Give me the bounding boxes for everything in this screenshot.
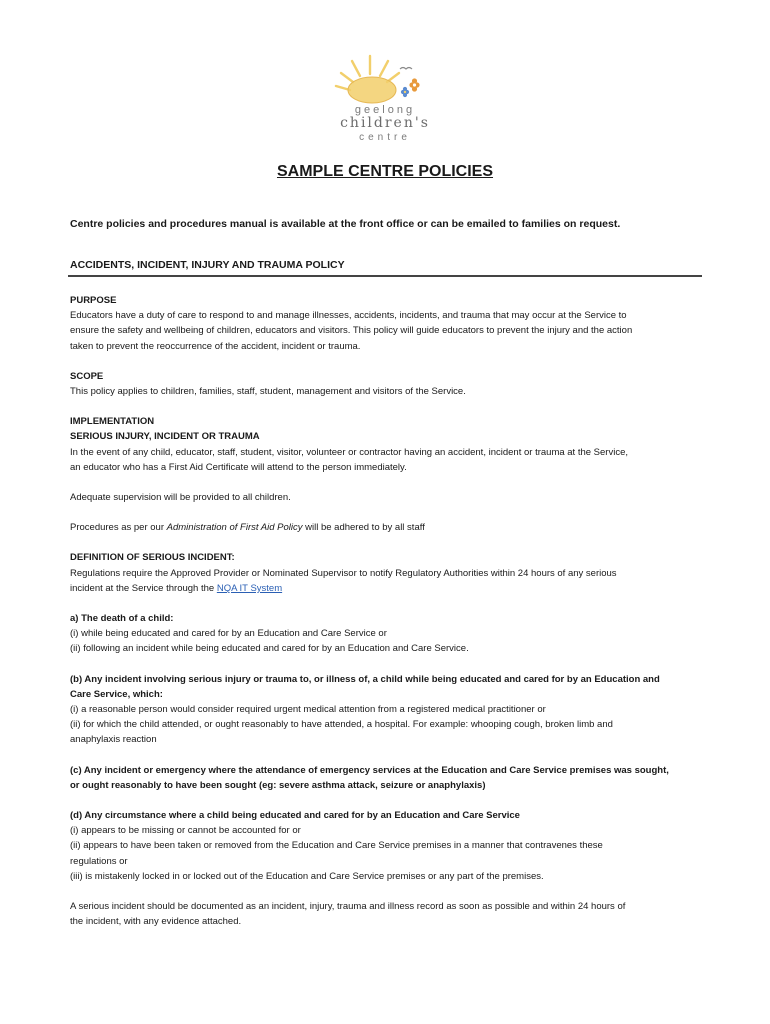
closing-text: the incident, with any evidence attached.	[70, 916, 242, 928]
section-d-item: (ii) appears to have been taken or removed from the Education and Care Service premises in a manner that contravenes these	[70, 840, 603, 852]
purpose-heading: PURPOSE	[70, 295, 117, 306]
section-a-heading: a) The death of a child:	[70, 613, 174, 625]
policy-content	[70, 293, 700, 930]
section-d-item: (iii) is mistakenly locked in or locked out of the Education and Care Service premises or any part of the premises.	[70, 870, 544, 882]
implementation-subheading: SERIOUS INJURY, INCIDENT OR TRAUMA	[70, 431, 260, 443]
logo-text-line2: children's	[340, 115, 430, 131]
purpose-line: taken to prevent the reoccurrence of the accident, incident or trauma.	[70, 340, 361, 352]
definition-line	[70, 581, 700, 596]
nqa-it-system-link[interactable]: NQA IT System	[216, 582, 283, 594]
definition-line2-text: incident at the Service through the	[70, 582, 217, 594]
closing-text: A serious incident should be documented as an incident, injury, trauma and illness record as soon as possible and within 24 hours of	[70, 901, 626, 913]
logo-text-line3: centre	[359, 132, 411, 143]
section-d-item: (i) appears to be missing or cannot be accounted for or	[70, 825, 301, 837]
page-title: SAMPLE CENTRE POLICIES	[276, 163, 494, 180]
centre-logo	[330, 52, 440, 152]
first-aid-policy-title: Administration of First Aid Policy	[166, 522, 303, 534]
purpose-line: ensure the safety and wellbeing of children, educators and visitors. This policy will guide educators to prevent the injury and the action	[70, 325, 633, 337]
purpose-line: Educators have a duty of care to respond to and manage illnesses, accidents, incidents, and trauma that may occur at the Service to	[70, 310, 627, 322]
section-d-heading: (d) Any circumstance where a child being educated and cared for by an Education and Care Service	[70, 810, 520, 822]
definition-heading: DEFINITION OF SERIOUS INCIDENT:	[70, 552, 235, 564]
procedures-text	[70, 520, 700, 535]
supervision-text: Adequate supervision will be provided to all children.	[70, 492, 291, 504]
intro-statement: Centre policies and procedures manual is available at the front office or can be emailed to families on request.	[70, 218, 621, 230]
section-a-item: (ii) following an incident while being educated and cared for by an Education and Care Service.	[70, 643, 469, 655]
implementation-line: an educator who has a First Aid Certificate will attend to the person immediately.	[70, 461, 407, 473]
sun-flower-logo-graphic	[330, 52, 440, 104]
section-b-item: (ii) for which the child attended, or ought reasonably to have attended, a hospital. For example: whooping cough, broken limb and	[70, 719, 613, 731]
policy-heading: ACCIDENTS, INCIDENT, INJURY AND TRAUMA POLICY	[70, 259, 345, 271]
definition-line: Regulations require the Approved Provider or Nominated Supervisor to notify Regulatory Authorities within 24 hours of any serious	[70, 567, 617, 579]
section-b-heading: (b) Any incident involving serious injury or trauma to, or illness of, a child while being educated and cared for by an Education and	[70, 673, 660, 685]
section-c-heading: or ought reasonably to have been sought (eg: severe asthma attack, seizure or anaphylaxis)	[70, 779, 486, 791]
procedures-text-after: will be adhered to by all staff	[302, 522, 425, 534]
section-b-item: anaphylaxis reaction	[70, 734, 157, 746]
section-a-item: (i) while being educated and cared for by an Education and Care Service or	[70, 628, 387, 640]
scope-text: This policy applies to children, families, staff, student, management and visitors of the Service.	[70, 386, 466, 398]
procedures-text-before: Procedures as per our	[70, 522, 167, 534]
section-c-heading: (c) Any incident or emergency where the attendance of emergency services at the Education and Care Service premises was sought,	[70, 764, 669, 776]
section-b-item: (i) a reasonable person would consider required urgent medical attention from a registered medical practitioner or	[70, 704, 546, 716]
heading-divider	[68, 275, 702, 277]
implementation-heading: IMPLEMENTATION	[70, 416, 155, 428]
scope-heading: SCOPE	[70, 370, 104, 382]
section-d-item: regulations or	[70, 855, 128, 867]
section-b-heading: Care Service, which:	[70, 688, 163, 700]
implementation-line: In the event of any child, educator, staff, student, visitor, volunteer or contractor having an accident, incident or trauma at the Service,	[70, 446, 628, 458]
logo-text-line1: geelong	[354, 104, 416, 116]
